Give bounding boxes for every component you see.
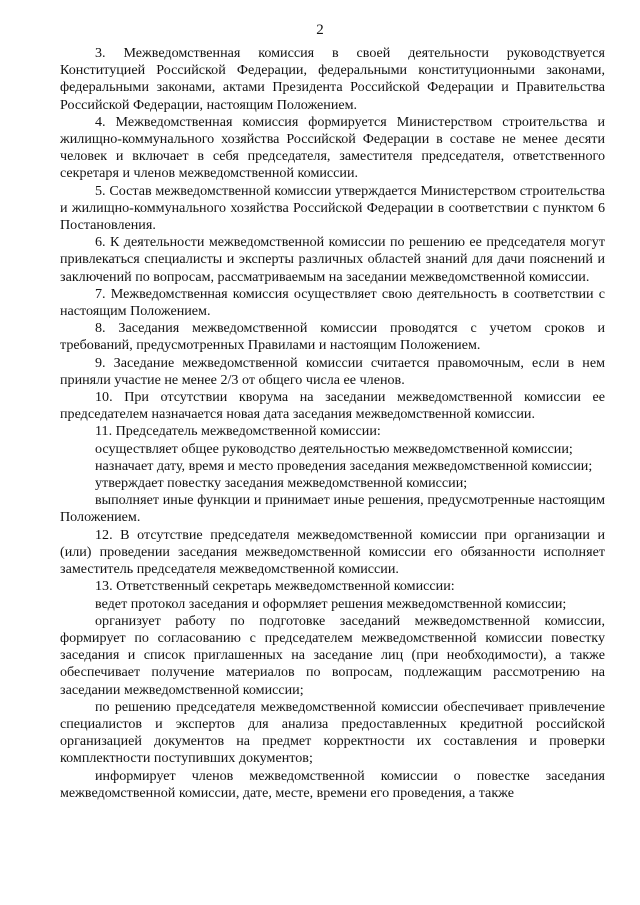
paragraph-9: 9. Заседание межведомственной комиссии считается правомочным, если в нем приняли участие не менее 2/3 от общего числа ее членов. (60, 354, 605, 388)
paragraph-13-heading: 13. Ответственный секретарь межведомственной комиссии: (95, 578, 455, 595)
page-number: 2 (316, 22, 324, 38)
paragraph-6: 6. К деятельности межведомственной комиссии по решению ее председателя могут привлекаться специалисты и эксперты различных областей знаний для дачи пояснений и заключений по вопросам, рассматриваемым на заседании межведомственной комиссии. (60, 234, 605, 285)
paragraph-3: 3. Межведомственная комиссия в своей деятельности руководствуется Конституцией Российской Федерации, федеральными конституционными законами, федеральными законами, актами Президента Российской Федерации и Правительства Российской Федерации, настоящим Положением. (60, 45, 605, 113)
paragraph-10: 10. При отсутствии кворума на заседании межведомственной комиссии ее председателем назначается новая дата заседания межведомственной комиссии. (60, 389, 605, 423)
paragraph-7: 7. Межведомственная комиссия осуществляет свою деятельность в соответствии с настоящим Положением. (60, 285, 605, 320)
paragraph-12: 12. В отсутствие председателя межведомственной комиссии при организации и (или) проведении заседания межведомственной комиссии его обязанности исполняет заместитель председателя межведомственной комиссии. (60, 526, 605, 578)
paragraph-11-item-3: утверждает повестку заседания межведомственной комиссии; (95, 475, 468, 492)
paragraph-13-item-3: по решению председателя межведомственной комиссии обеспечивает привлечение специалистов и экспертов для анализа предоставленных кредитной российской организацией документов на предмет корректности их составления и проверки комплектности поступивших документов; (60, 698, 605, 767)
paragraph-8: 8. Заседания межведомственной комиссии проводятся с учетом сроков и требований, предусмотренных Правилами и настоящим Положением. (60, 320, 605, 354)
paragraph-11-heading: 11. Председатель межведомственной комиссии: (95, 423, 381, 440)
paragraph-11-item-2: назначает дату, время и место проведения заседания межведомственной комиссии; (95, 457, 593, 474)
paragraph-13-item-1: ведет протокол заседания и оформляет решения межведомственной комиссии; (95, 595, 567, 612)
paragraph-4: 4. Межведомственная комиссия формируется Министерством строительства и жилищно-коммунального хозяйства Российской Федерации в составе не менее десяти человек и включает в себя председателя, заместителя председателя, ответственного секретаря и членов межведомственной комиссии. (60, 113, 605, 182)
paragraph-11-item-4: выполняет иные функции и принимает иные решения, предусмотренные настоящим Положением. (60, 492, 605, 526)
document-body (60, 45, 605, 802)
paragraph-11-item-1: осуществляет общее руководство деятельностью межведомственной комиссии; (95, 440, 573, 457)
paragraph-13-item-2: организует работу по подготовке заседаний межведомственной комиссии, формирует по согласованию с председателем межведомственной комиссии повестку заседания и список приглашенных на заседание лиц (при необходимости), а также обеспечивает получение материалов по вопросам, подлежащим рассмотрению на заседании межведомственной комиссии; (60, 612, 605, 698)
paragraph-5: 5. Состав межведомственной комиссии утверждается Министерством строительства и жилищно-коммунального хозяйства Российской Федерации в соответствии с пунктом 6 Постановления. (60, 182, 605, 234)
paragraph-13-item-4: информирует членов межведомственной комиссии о повестке заседания межведомственной комиссии, дате, месте, времени его проведения, а также (60, 767, 605, 801)
